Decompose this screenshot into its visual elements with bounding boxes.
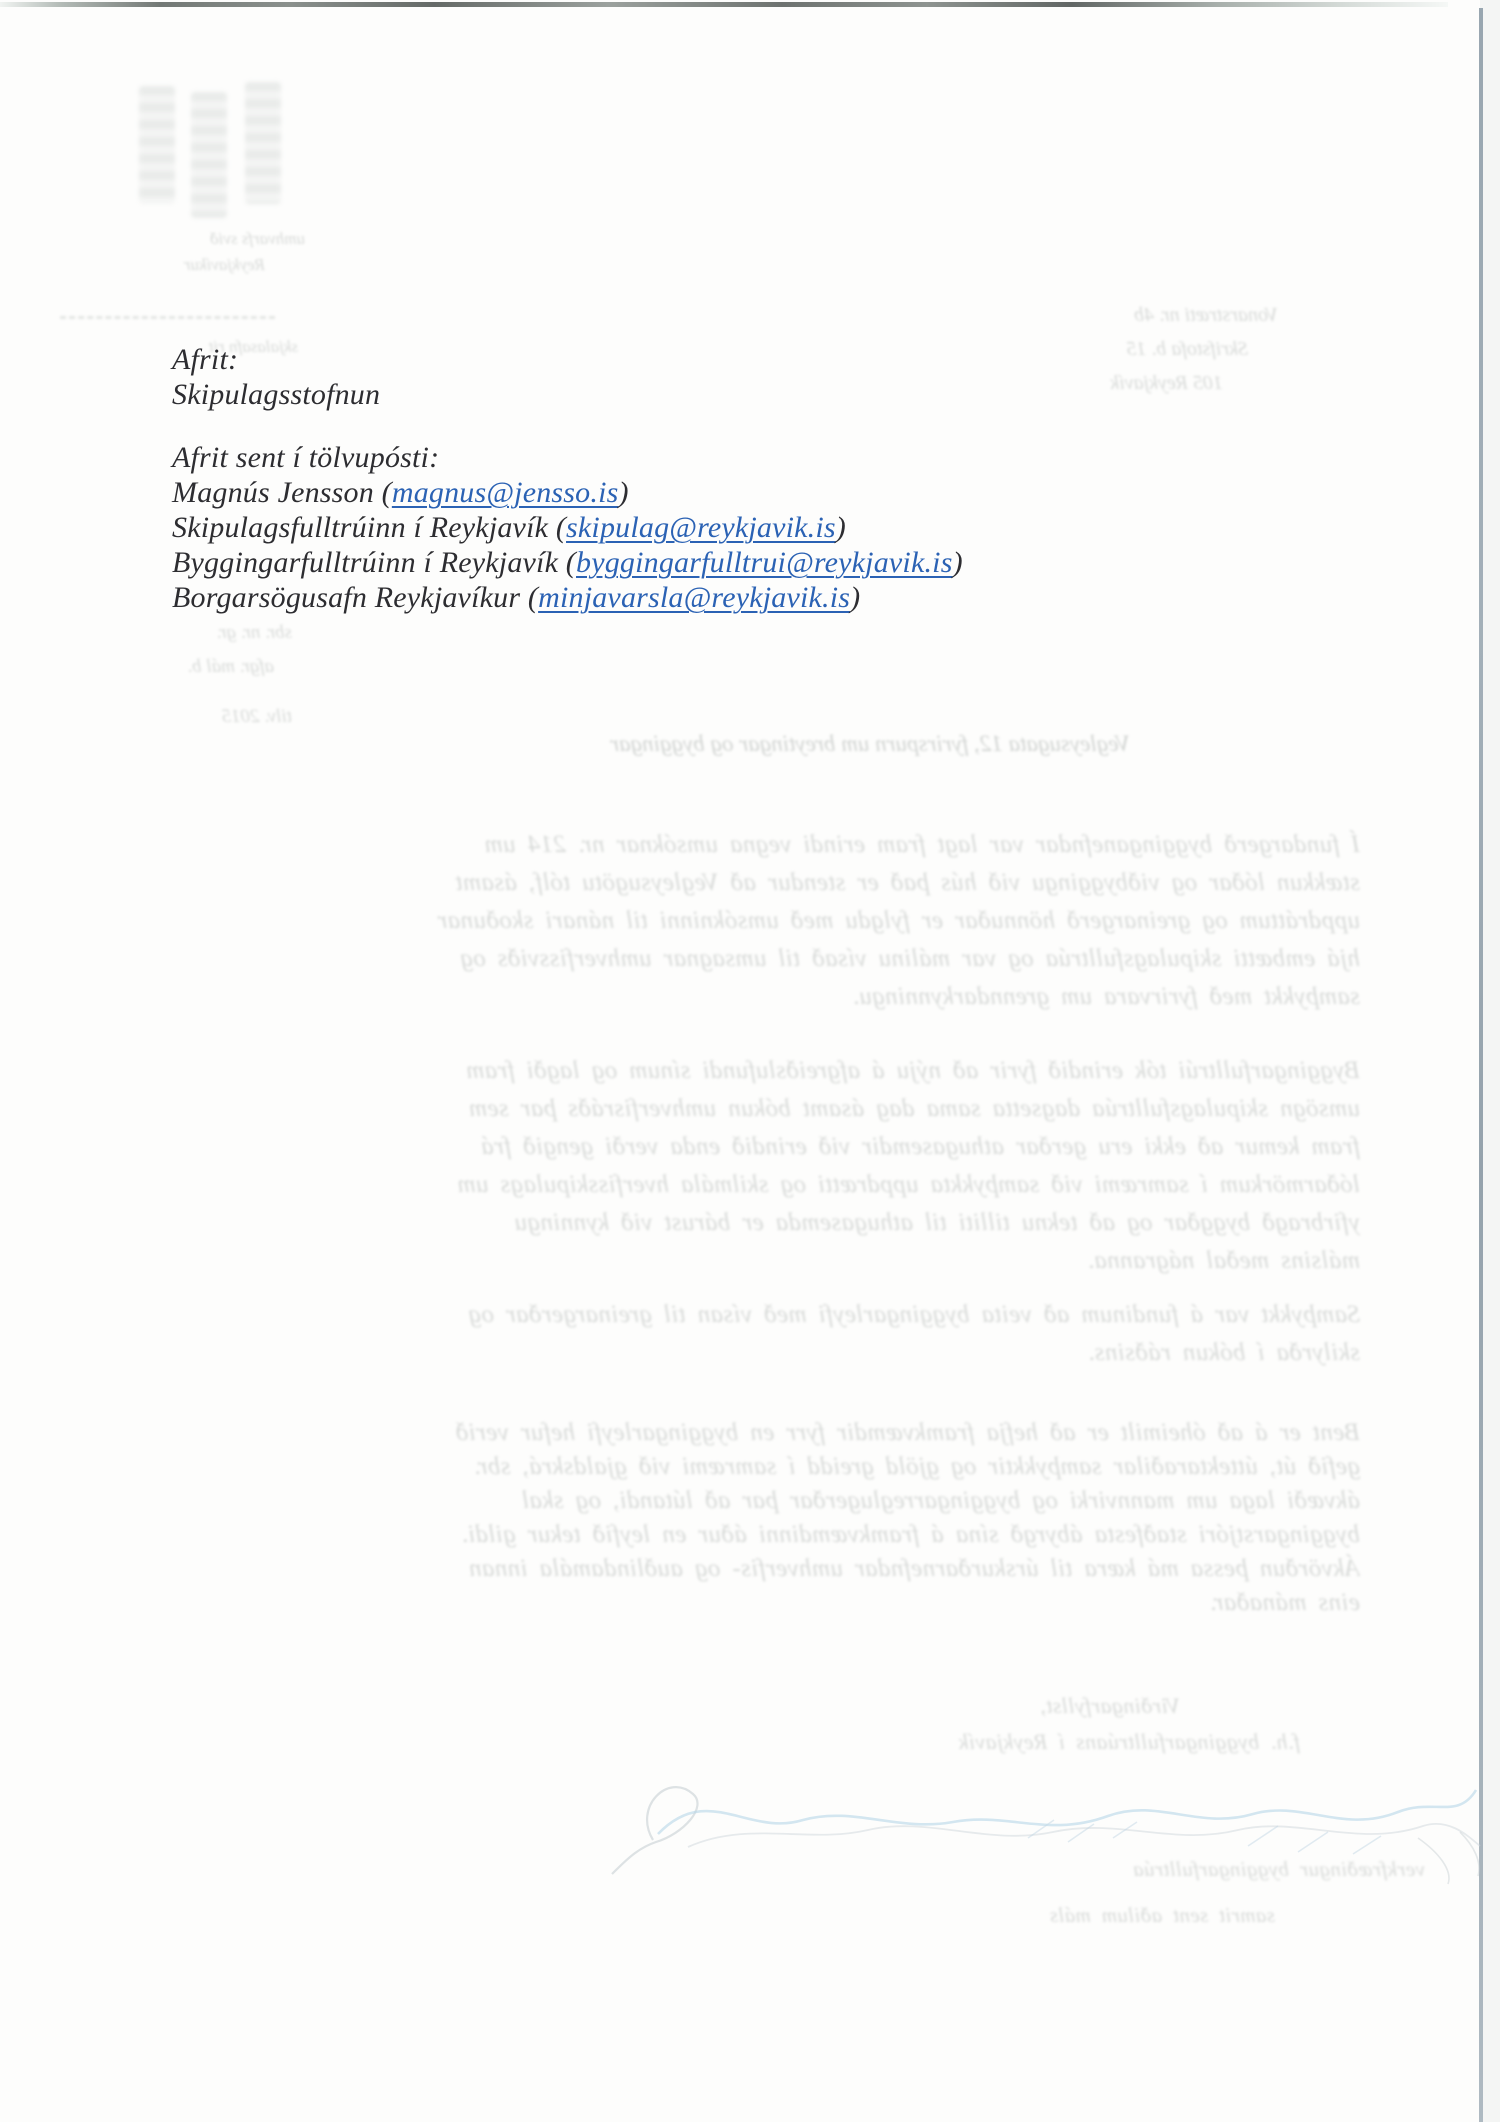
email-cc-heading: Afrit sent í tölvupósti:: [172, 441, 440, 474]
email-link[interactable]: skipulag@reykjavik.is: [566, 511, 836, 544]
ghost-logo-subcaption: skjalasafn rit: [208, 337, 298, 356]
cc-label: Afrit:: [172, 343, 239, 376]
recipient-close-paren: ): [952, 546, 963, 579]
email-recipient-line: [172, 545, 1272, 580]
ghost-subject-line: Vegleysugata 12, fyrirspurn um breytingar og byggingar: [610, 731, 1130, 756]
cc-recipient: Skipulagsstofnun: [172, 378, 381, 411]
ghost-letterhead-logo: [133, 78, 293, 210]
recipient-name: Byggingarfulltrúinn í Reykjavík (: [172, 546, 576, 579]
scan-top-edge-artifact: [0, 2, 1448, 7]
email-recipient-line: [172, 510, 1272, 545]
ghost-left-margin-notes: sbr. nr. gr. afgr. mál b. tilv. 2015: [187, 622, 292, 727]
email-link[interactable]: byggingarfulltrui@reykjavik.is: [576, 546, 953, 579]
ghost-paragraph: Samþykkt var á fundinum að veita byggingarleyfi með vísan til greinargerðar og skilyrða í bókun ráðsins.: [468, 1301, 1360, 1366]
recipient-name: Magnús Jensson (: [172, 476, 392, 509]
ghost-paragraph: Byggingarfulltrúi tók erindið fyrir að nýju á afgreiðslufundi sínum og lagði fram umsögn skipulagsfulltrúa dagsetta sama dag ásamt bókun umhverfisráðs þar sem fram kemur að ekki eru gerðar athugasemdir við erindið enda verði gengið frá lóðarmörkum í samræmi við samþykkta uppdrætti og skilmála hverfisskipulags um yfirbragð byggðar og að teknu tilliti til athugasemda er bárust við kynningu málsins meðal nágranna.: [457, 1057, 1360, 1274]
ghost-below-signature: verkfræðingur byggingarfulltrúa samrit sent aðilum máls: [1049, 1857, 1425, 1927]
ghost-dotted-rule: [60, 316, 275, 319]
email-link[interactable]: minjavarsla@reykjavik.is: [538, 581, 851, 614]
recipient-name: Skipulagsfulltrúinn í Reykjavík (: [172, 511, 567, 544]
email-recipient-line: [172, 475, 1272, 510]
email-link[interactable]: magnus@jensso.is: [391, 476, 619, 509]
ghost-closing-lines: Virðingarfyllst, f.h. byggingarfulltrúans í Reykjavík: [958, 1693, 1300, 1754]
recipient-close-paren: ): [618, 476, 629, 509]
ghost-address-block: Vonarstræti nr. 4b Skrifstofa b. 15 105 Reykjavík: [1110, 304, 1278, 394]
letter-cc-section: [172, 342, 1272, 615]
ghost-logo-caption: umhvarfs svið Reykjavíkur: [183, 229, 305, 274]
recipient-name: Borgarsögusafn Reykjavíkur (: [172, 581, 539, 614]
email-recipient-line: [172, 580, 1272, 615]
ghost-paragraph: Bent er á að óheimilt er að hefja framkvæmdir fyrr en byggingarleyfi hefur verið gefið út, úttektaraðilar samþykktir og gjöld greidd í samræmi við gjaldskrá, sbr. ákvæði laga um mannvirki og byggingarreglugerðar þar að lútandi, og skal byggingarstjóri staðfesta ábyrgð sína á framkvæmdinni áður en leyfið tekur gildi. Ákvörðun þessa má kæra til úrskurðarnefndar umhverfis- og auðlindamála innan eins mánaðar.: [455, 1419, 1360, 1616]
recipient-close-paren: ): [835, 511, 846, 544]
recipient-close-paren: ): [850, 581, 861, 614]
ghost-paragraph: Í fundargerð bygginganefndar var lagt fram erindi vegna umsóknar nr. 214 um stækkun lóðar og viðbyggingu við hús það er stendur að Vegleysugötu tólf, ásamt uppdráttum og greinargerð hönnuðar er fylgdu með umsókninni til nánari skoðunar hjá embætti skipulagsfulltrúa og var málinu vísað til umsagnar umhverfissviðs og samþykkt með fyrirvara um grenndarkynningu.: [437, 831, 1360, 1010]
